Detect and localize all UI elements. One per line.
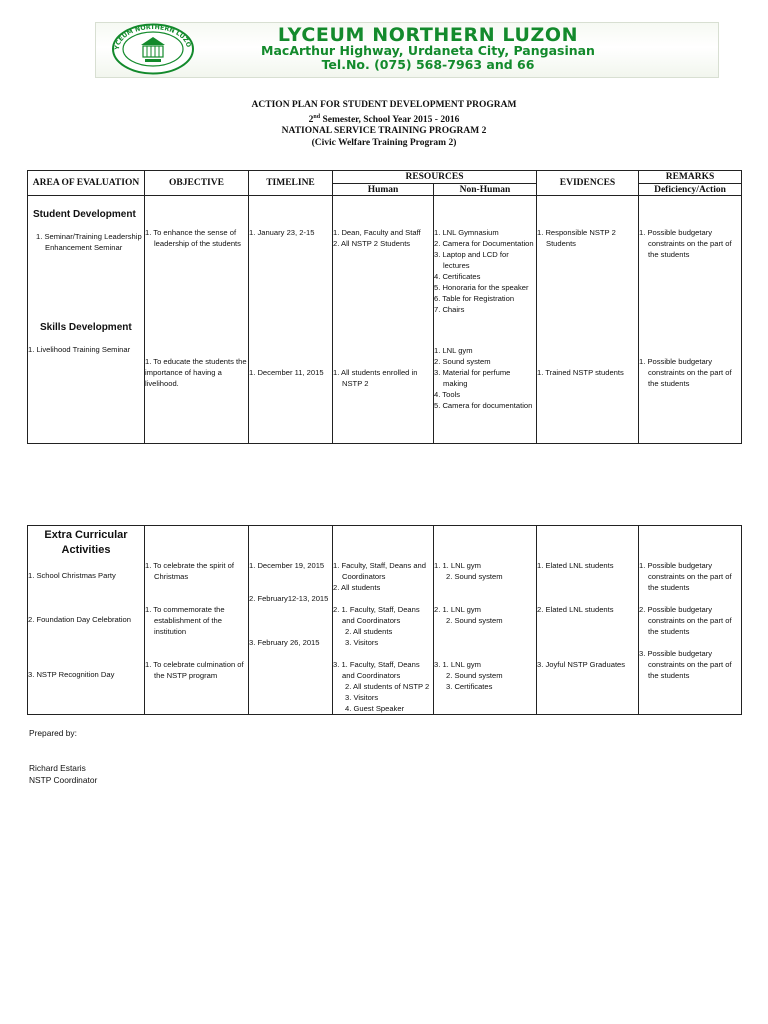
plan-table-main — [27, 170, 742, 444]
list-item: 2. All students — [345, 627, 393, 636]
list-item: 1. LNL Gymnasium — [434, 228, 499, 237]
title-line-3: NATIONAL SERVICE TRAINING PROGRAM 2 — [281, 126, 487, 137]
evidence-cell — [537, 196, 639, 444]
list-item: 3. Material for perfume making — [434, 368, 511, 388]
list-item: 3. 1. Faculty, Staff, Deans and Coordinators — [333, 660, 420, 680]
school-name: LYCEUM NORTHERN LUZON — [277, 24, 579, 46]
remarks-cell — [639, 526, 742, 715]
list-item: 1. January 23, 2-15 — [249, 228, 315, 237]
document-title — [200, 100, 568, 149]
list-item: 1. All students enrolled in NSTP 2 — [333, 368, 418, 388]
list-item: 4. Certificates — [434, 272, 481, 281]
list-item: 2. 1. Faculty, Staff, Deans and Coordinators — [333, 605, 420, 625]
section-heading-skills-development: Skills Development — [40, 322, 132, 333]
area-cell — [28, 526, 145, 715]
list-item: 4. Tools — [434, 390, 461, 399]
col-header-remarks: REMARKS — [639, 171, 742, 184]
list-item: 1. To celebrate culmination of the NSTP program — [145, 660, 244, 680]
list-item: 3. Visitors — [345, 638, 379, 647]
list-item: 2. Camera for Documentation — [434, 239, 534, 248]
list-item: 2. Possible budgetary constraints on the part of the students — [639, 605, 732, 636]
plan-table-extra-curricular — [27, 525, 742, 715]
list-item: 2. Foundation Day Celebration — [28, 615, 132, 624]
col-header-evidences: EVIDENCES — [537, 171, 639, 196]
section-heading-extra-curricular: Extra Curricular Activities — [44, 529, 128, 556]
list-item: 1. To commemorate the establishment of the institution — [145, 605, 225, 636]
list-item: 1. Seminar/Training Leadership Enhancement Seminar — [36, 232, 142, 252]
list-item: 1. LNL gym — [434, 346, 473, 355]
list-item: 2. Sound system — [446, 671, 503, 680]
objective-cell — [145, 526, 249, 715]
nonhuman-cell — [434, 526, 537, 715]
title-semester-sup: nd — [313, 113, 321, 120]
list-item: 1. Faculty, Staff, Deans and Coordinators — [333, 561, 427, 581]
human-cell — [333, 526, 434, 715]
list-item: 2. 1. LNL gym — [434, 605, 481, 614]
list-item: 2. Sound system — [446, 572, 503, 581]
list-item: 3. Possible budgetary constraints on the part of the students — [639, 649, 732, 680]
list-item: 1. Possible budgetary constraints on the part of the students — [639, 561, 732, 592]
col-header-deficiency: Deficiency/Action — [639, 184, 742, 196]
col-header-objective: OBJECTIVE — [145, 171, 249, 196]
list-item: 1. Elated LNL students — [537, 561, 614, 570]
list-item: 1. To enhance the sense of leadership of the students — [145, 228, 241, 248]
list-item: 1. Dean, Faculty and Staff — [333, 228, 421, 237]
title-semester-num: 2 — [308, 114, 314, 125]
col-header-area: AREA OF EVALUATION — [28, 171, 145, 196]
col-header-nonhuman: Non-Human — [434, 184, 537, 196]
list-item: 1. 1. LNL gym — [434, 561, 481, 570]
timeline-cell — [249, 196, 333, 444]
list-item: 1. Possible budgetary constraints on the part of the students — [639, 357, 732, 388]
list-item: 2. Sound system — [446, 616, 503, 625]
list-item: 3. 1. LNL gym — [434, 660, 481, 669]
school-address: MacArthur Highway, Urdaneta City, Pangasinan — [261, 43, 595, 58]
list-item: 1. December 19, 2015 — [249, 561, 325, 570]
list-item: 1. To educate the students the importance of having a livelihood. — [145, 357, 247, 388]
preparer-name: Richard Estaris — [29, 763, 86, 773]
section-heading-student-development: Student Development — [33, 209, 136, 220]
objective-cell — [145, 196, 249, 444]
title-line-2 — [200, 112, 568, 127]
list-item: 3. Visitors — [345, 693, 379, 702]
col-header-timeline: TIMELINE — [249, 171, 333, 196]
list-item: 7. Chairs — [434, 305, 465, 314]
list-item: 1. December 11, 2015 — [249, 368, 324, 377]
col-header-human: Human — [333, 184, 434, 196]
list-item: 3. NSTP Recognition Day — [28, 670, 115, 679]
prepared-by-label: Prepared by: — [29, 728, 77, 738]
table-row-extra — [28, 526, 742, 715]
title-semester-rest: Semester, School Year 2015 - 2016 — [320, 114, 460, 125]
list-item: 3. Certificates — [446, 682, 493, 691]
list-item: 1. Livelihood Training Seminar — [28, 345, 131, 354]
table-row-main — [28, 196, 742, 444]
list-item: 3. February 26, 2015 — [249, 638, 320, 647]
timeline-cell — [249, 526, 333, 715]
list-item: 3. Laptop and LCD for lectures — [434, 250, 509, 270]
list-item: 2. February12-13, 2015 — [249, 594, 329, 603]
list-item: 5. Honoraria for the speaker — [434, 283, 529, 292]
list-item: 2. Sound system — [434, 357, 491, 366]
title-line-1: ACTION PLAN FOR STUDENT DEVELOPMENT PROGRAM — [251, 100, 517, 110]
nonhuman-cell — [434, 196, 537, 444]
list-item: 5. Camera for documentation — [434, 401, 533, 410]
list-item: 1. School Christmas Party — [28, 571, 116, 580]
col-header-resources: RESOURCES — [333, 171, 537, 184]
list-item: 1. Trained NSTP students — [537, 368, 624, 377]
evidence-cell — [537, 526, 639, 715]
list-item: 2. All NSTP 2 Students — [333, 239, 411, 248]
list-item: 1. Possible budgetary constraints on the part of the students — [639, 228, 732, 259]
list-item: 1. To celebrate the spirit of Christmas — [145, 561, 234, 581]
list-item: 1. Responsible NSTP 2 Students — [537, 228, 616, 248]
seal-text: YCEUM NORTHERN LUZO — [113, 23, 192, 51]
list-item: 4. Guest Speaker — [345, 704, 405, 713]
remarks-cell — [639, 196, 742, 444]
preparer-role: NSTP Coordinator — [29, 775, 98, 785]
school-seal-logo — [111, 23, 195, 75]
human-cell — [333, 196, 434, 444]
list-item: 2. All students of NSTP 2 — [345, 682, 430, 691]
list-item: 6. Table for Registration — [434, 294, 515, 303]
list-item: 3. Joyful NSTP Graduates — [537, 660, 626, 669]
title-line-4: (Civic Welfare Training Program 2) — [311, 137, 457, 148]
list-item: 2. Elated LNL students — [537, 605, 614, 614]
area-cell — [28, 196, 145, 444]
school-telephone: Tel.No. (075) 568-7963 and 66 — [321, 57, 535, 72]
list-item: 2. All students — [333, 583, 381, 592]
